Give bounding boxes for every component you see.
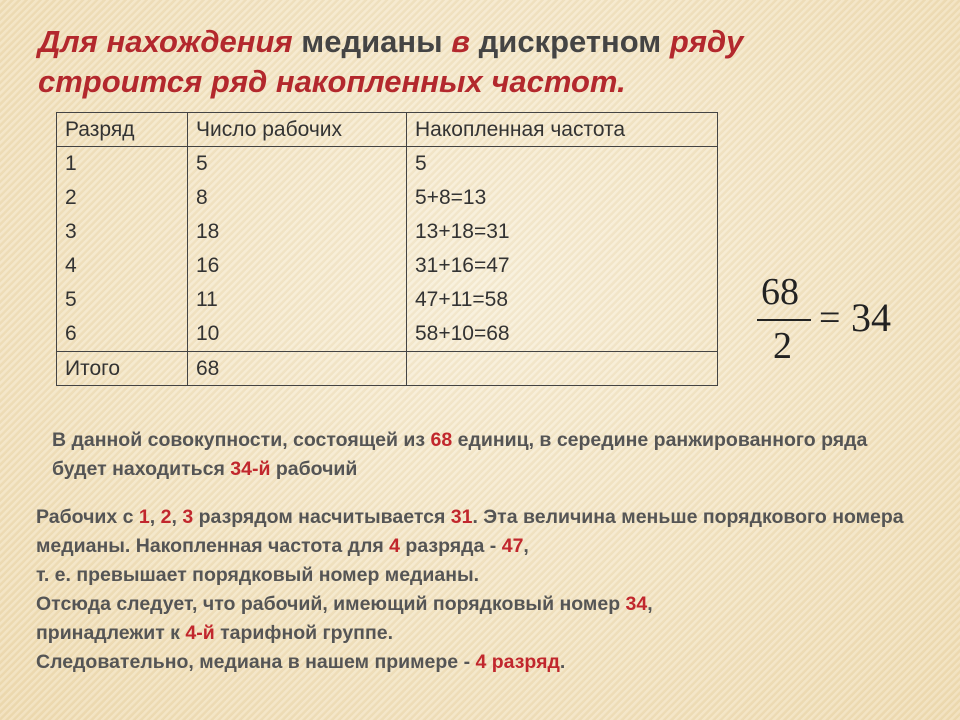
text: разряда - [400,535,502,557]
text: принадлежит к [36,622,186,644]
header-cumulative: Накопленная частота [407,113,718,147]
text: , [149,506,161,528]
rank-value: 2 [65,186,77,209]
rank-value: 4 [65,254,77,277]
highlight-answer: 4 разряд [475,651,560,673]
text: , [523,535,529,557]
text: . Эта величина меньше порядкового номера медианы. Накопленная частота для [36,506,904,557]
cumulative-value: 13+18=31 [415,220,510,243]
highlight-number: 3 [182,506,194,528]
frequency-table [56,112,718,386]
workers-value: 8 [196,186,208,209]
header-workers: Число рабочих [188,113,407,147]
highlight-number: 34 [625,593,648,615]
workers-value: 16 [196,254,220,277]
cumulative-value: 31+16=47 [415,254,510,277]
paragraph-explanation [36,503,936,677]
text: единиц, в середине ранжированного ряда будет находиться [52,429,868,480]
slide-title [38,22,938,102]
median-formula [755,270,905,370]
text: Рабочих с [36,506,139,528]
cumulative-column [407,147,718,352]
total-label: Итого [57,352,188,386]
rank-value: 5 [65,288,77,311]
table-total-row [57,352,718,386]
fraction-bar [757,319,811,321]
rank-column [57,147,188,352]
highlight-number: 34-й [230,458,271,480]
title-part-3: в [451,24,470,59]
text: тарифной группе. [214,622,393,644]
text: разрядом насчитывается [193,506,451,528]
cumulative-value: 5 [415,152,427,175]
title-part-5: ряду [669,24,744,59]
header-rank: Разряд [57,113,188,147]
highlight-number: 68 [430,429,453,451]
text: Следовательно, медиана в нашем примере - [36,651,476,673]
table-body-row [57,147,718,352]
title-part-2: медианы [292,24,452,59]
text: Отсюда следует, что рабочий, имеющий порядковый номер [36,593,626,615]
cumulative-value: 58+10=68 [415,322,510,345]
workers-column [188,147,407,352]
total-cumulative [407,352,718,386]
title-line-2: строится ряд накопленных частот. [38,64,626,99]
rank-value: 1 [65,152,77,175]
highlight-number: 4 [389,535,401,557]
table-header-row [57,113,718,147]
text: рабочий [270,458,358,480]
title-part-1: Для нахождения [38,24,293,59]
highlight-number: 2 [160,506,172,528]
text: , [171,506,183,528]
workers-value: 5 [196,152,208,175]
text: т. е. превышает порядковый номер медианы. [36,564,480,586]
title-part-4: дискретном [469,24,670,59]
cumulative-value: 5+8=13 [415,186,487,209]
text: В данной совокупности, состоящей из [52,429,431,451]
rank-value: 6 [65,322,77,345]
paragraph-median-position [52,426,872,484]
highlight-number: 1 [138,506,150,528]
workers-value: 10 [196,322,220,345]
highlight-number: 31 [450,506,473,528]
total-workers: 68 [188,352,407,386]
workers-value: 18 [196,220,220,243]
text: , [647,593,653,615]
highlight-number: 4-й [185,622,215,644]
formula-equals: = [819,297,841,339]
workers-value: 11 [196,288,218,311]
cumulative-value: 47+11=58 [415,288,509,311]
text: . [559,651,566,673]
formula-numerator: 68 [761,271,799,313]
formula-result: 34 [851,295,891,340]
formula-denominator: 2 [773,325,792,367]
rank-value: 3 [65,220,77,243]
highlight-number: 47 [501,535,524,557]
